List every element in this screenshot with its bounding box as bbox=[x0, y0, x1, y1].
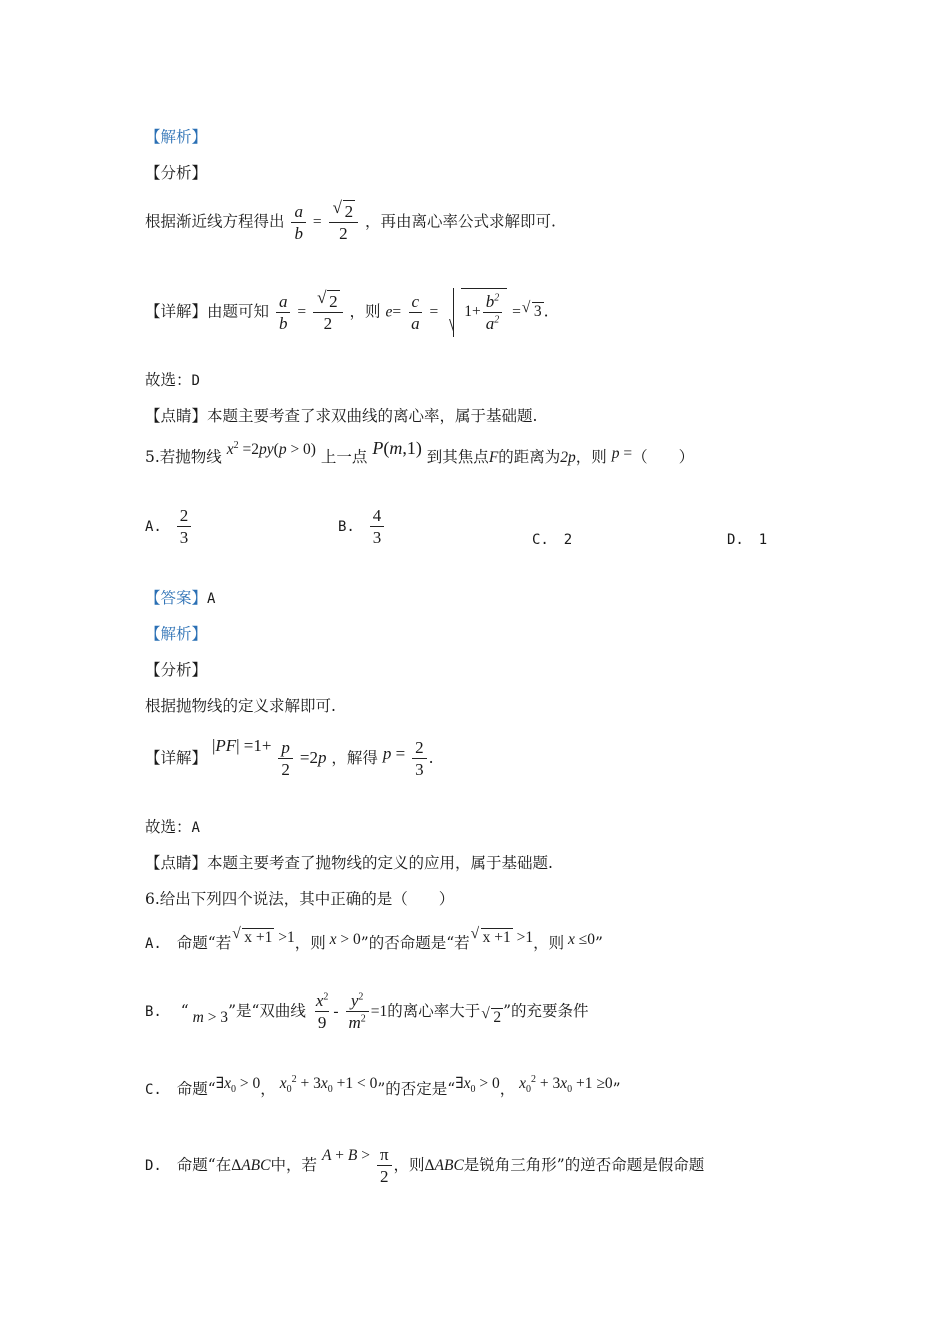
q6d-text2: 中，若 bbox=[270, 1155, 317, 1174]
frac-den: b bbox=[294, 223, 303, 243]
q6a-text3: ”的否命题是“若 bbox=[360, 934, 470, 952]
frac-den: 2 bbox=[339, 224, 348, 244]
q6b-text3: 的离心率大于 bbox=[387, 1001, 481, 1020]
frac-num: 2 bbox=[344, 202, 354, 221]
option-label: B. bbox=[338, 518, 355, 535]
q4-analysis-rhs-frac bbox=[329, 200, 359, 245]
q4-detail-mid: ，则 bbox=[349, 302, 381, 321]
q6-option-c: C. 命题“$\exists x_0 > 0$， $x_0^2 + 3x_0 +1 < 0$”的否定是“$\exists x_0 > 0$， $x_0^2 + 3x_0 +1 \ge 0$” bbox=[145, 1074, 621, 1099]
option-label: C. bbox=[532, 532, 549, 548]
q5-option-c bbox=[532, 530, 572, 548]
q6a-text5: ” bbox=[595, 934, 603, 952]
option-label: D. bbox=[145, 1157, 162, 1174]
option-label: C. bbox=[145, 1082, 162, 1099]
sqrt-symbol bbox=[334, 200, 356, 222]
q4-choose bbox=[145, 371, 200, 390]
q4-analysis-frac bbox=[291, 201, 306, 245]
frac-num: a bbox=[291, 201, 306, 223]
q5-stem-end: （ ） bbox=[632, 448, 695, 466]
option-label: A. bbox=[145, 936, 162, 952]
q5-detail: 【详解】 |PF| =1+ $\frac{p}{2}$ =2p ，解得 p = $\frac{2}{3}$ . bbox=[145, 735, 434, 780]
q5-option-b bbox=[338, 505, 386, 549]
q5-parabola-eq: $x^2 =2py(p > 0)$ bbox=[226, 439, 316, 458]
q6d-text1: 命题“在 bbox=[176, 1155, 232, 1174]
frac-num: 4 bbox=[372, 506, 382, 525]
q4-analysis-prefix: 根据渐近线方程得出 bbox=[145, 212, 285, 231]
q4-detail-end: . bbox=[543, 302, 549, 321]
answer-value: A bbox=[207, 591, 216, 607]
q5-analysis: 根据抛物线的定义求解即可. bbox=[145, 697, 336, 715]
choose-label: 故选： bbox=[145, 818, 192, 836]
q6b-text2: ”是“双曲线 bbox=[228, 1001, 306, 1020]
q5-p-eq: p = bbox=[611, 445, 633, 462]
q5-stem-mid1: 上一点 bbox=[320, 448, 368, 466]
q5-option-d bbox=[727, 530, 767, 548]
option-value: 1 bbox=[758, 532, 768, 548]
q6c-text1: 命题“ bbox=[176, 1080, 216, 1099]
q4-analysis-suffix: ，再由离心率公式求解即可. bbox=[365, 212, 556, 231]
q6c-text3: ”的否定是“ bbox=[377, 1080, 456, 1099]
q4-formula-e: e bbox=[385, 303, 393, 321]
q6c-text5: ” bbox=[612, 1080, 621, 1099]
q6a-text1: 命题“若 bbox=[176, 934, 232, 952]
q6-stem: 6.给出下列四个说法，其中正确的是（ ） bbox=[145, 890, 455, 908]
q5-distance-2p: 2p bbox=[560, 449, 576, 466]
comment-text: 本题主要考查了求双曲线的离心率，属于基础题. bbox=[207, 407, 538, 425]
comment-tag: 【点睛】 bbox=[145, 854, 208, 872]
option-value: 2 bbox=[563, 532, 573, 548]
q5-option-a bbox=[145, 505, 193, 549]
q6-option-a: A. 命题“若√ x +1 >1，则 x > 0”的否命题是“若√ x +1 >1，则 x ≤0” bbox=[145, 934, 603, 954]
q4-detail-tag: 【详解】 bbox=[145, 302, 208, 321]
q5-detail-end: . bbox=[428, 748, 434, 767]
option-label: A. bbox=[145, 518, 162, 535]
q5-abs-pf: |PF| =1+ bbox=[211, 735, 272, 755]
q6c-text2: ， bbox=[260, 1080, 276, 1099]
q5-answer bbox=[145, 589, 215, 608]
q5-choose bbox=[145, 818, 200, 837]
q5-stem bbox=[145, 438, 695, 468]
q5-point: P(m,1) bbox=[372, 438, 422, 458]
option-label: D. bbox=[727, 532, 744, 548]
q5-stem-mid2: 到其焦点 bbox=[426, 448, 489, 466]
q4-detail-frac-ca: $\frac{c}{a}$ bbox=[408, 291, 423, 335]
q5-stem-mid4: ，则 bbox=[575, 448, 607, 466]
answer-tag: 【答案】 bbox=[145, 589, 208, 607]
q5-detail-mid: ，解得 bbox=[331, 748, 378, 767]
q6a-text2: ，则 bbox=[294, 934, 326, 952]
equals: = bbox=[312, 213, 322, 231]
q6b-text1: “ bbox=[180, 1001, 189, 1020]
option-label: B. bbox=[145, 1003, 162, 1020]
q6d-text3: ，则 bbox=[393, 1155, 425, 1174]
q4-analysis bbox=[145, 200, 556, 245]
q6d-text4: 是锐角三角形”的逆否命题是假命题 bbox=[463, 1155, 705, 1174]
q6b-text4: ”的充要条件 bbox=[503, 1001, 589, 1020]
choose-answer: A bbox=[191, 820, 200, 836]
q5-focus-F: F bbox=[488, 449, 499, 466]
q4-comment bbox=[145, 407, 537, 426]
q6a-text4: ，则 bbox=[533, 934, 565, 952]
q5-jiexi-tag: 【解析】 bbox=[145, 625, 208, 643]
q6-option-d: D. 命题“在ΔABC中，若 A + B > $\frac{\pi}{2}$ ，则ΔABC是锐角三角形”的逆否命题是假命题 bbox=[145, 1145, 705, 1187]
choose-answer: D bbox=[191, 373, 200, 389]
q5-comment bbox=[145, 854, 553, 873]
q5-fenxi-tag: 【分析】 bbox=[145, 661, 208, 679]
q5-stem-mid3: 的距离为 bbox=[498, 448, 561, 466]
q4-fenxi-tag: 【分析】 bbox=[145, 164, 208, 182]
q6c-text4: ， bbox=[499, 1080, 516, 1099]
q5-stem-prefix: 5.若抛物线 bbox=[145, 448, 222, 466]
q6-option-b: B. “ m > 3”是“双曲线 $\frac{x^2}{9}$ - $\frac{y^2}{m^2}$ =1的离心率大于√ 2 ”的充要条件 bbox=[145, 990, 589, 1034]
frac-den: 3 bbox=[177, 526, 192, 548]
q4-detail: 【详解】由题可知 $\frac{a}{b}$ = √ $\frac{2}{2}$ ，则 e= $\frac{c}{a}$ = 1+ $\frac{b^2}{a^2}$ =√ 3 . bbox=[145, 288, 549, 337]
frac-den: 3 bbox=[370, 526, 385, 548]
frac-num: 2 bbox=[179, 506, 189, 525]
q4-detail-frac-sqrt2: √ $\frac{2}{2}$ bbox=[313, 290, 343, 335]
q4-big-sqrt: 1+ $\frac{b^2}{a^2}$ bbox=[445, 288, 507, 337]
choose-label: 故选： bbox=[145, 371, 192, 389]
q4-detail-frac-ab: $\frac{a}{b}$ bbox=[276, 291, 291, 335]
q4-detail-prefix: 由题可知 bbox=[207, 302, 270, 321]
comment-tag: 【点睛】 bbox=[145, 407, 208, 425]
comment-text: 本题主要考查了抛物线的定义的应用，属于基础题. bbox=[207, 854, 553, 872]
q4-sqrt3: √ 3 bbox=[523, 302, 544, 322]
q5-detail-tag: 【详解】 bbox=[145, 748, 208, 767]
q4-jiexi-tag: 【解析】 bbox=[145, 128, 208, 146]
